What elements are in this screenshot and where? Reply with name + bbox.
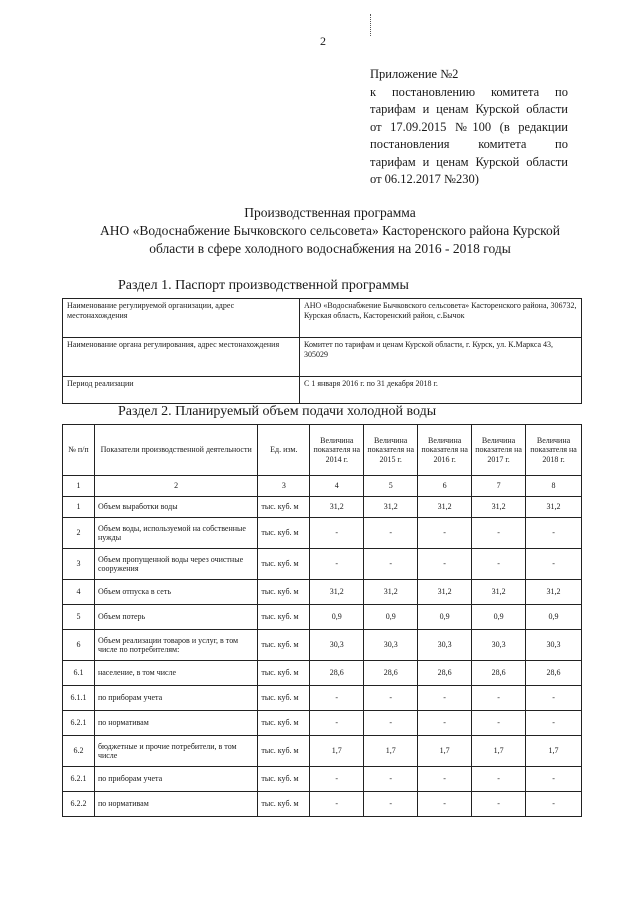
table-row <box>63 792 582 817</box>
row-unit: тыс. куб. м <box>258 605 310 630</box>
row-number: 3 <box>63 549 95 580</box>
passport-row <box>63 299 582 338</box>
row-value: - <box>418 686 472 711</box>
column-number: 2 <box>94 476 257 497</box>
row-value: 1,7 <box>310 736 364 767</box>
column-number-row <box>63 476 582 497</box>
row-value: 30,3 <box>310 630 364 661</box>
row-value: - <box>526 518 582 549</box>
row-value: - <box>310 711 364 736</box>
row-value: 31,2 <box>526 497 582 518</box>
section2-heading: Раздел 2. Планируемый объем подачи холодной воды <box>118 404 437 419</box>
row-value: - <box>472 792 526 817</box>
row-value: 31,2 <box>364 580 418 605</box>
row-value: - <box>472 686 526 711</box>
row-value: - <box>364 792 418 817</box>
row-value: - <box>310 549 364 580</box>
row-value: 0,9 <box>526 605 582 630</box>
row-indicator: бюджетные и прочие потребители, в том числе <box>94 736 257 767</box>
appendix-line: от 06.12.2017 №230) <box>370 172 479 186</box>
row-unit: тыс. куб. м <box>258 630 310 661</box>
row-value: - <box>472 711 526 736</box>
row-value: - <box>310 767 364 792</box>
row-number: 5 <box>63 605 95 630</box>
row-unit: тыс. куб. м <box>258 497 310 518</box>
row-value: 28,6 <box>526 661 582 686</box>
passport-key: Наименование органа регулирования, адрес местонахождения <box>63 338 300 377</box>
row-value: - <box>364 518 418 549</box>
row-number: 6.1 <box>63 661 95 686</box>
row-indicator: Объем отпуска в сеть <box>94 580 257 605</box>
appendix-line: тарифам и ценам Курской области <box>370 102 568 116</box>
table-row <box>63 686 582 711</box>
passport-table <box>62 298 582 404</box>
margin-scribble <box>370 14 381 36</box>
row-value: 31,2 <box>418 497 472 518</box>
column-number: 5 <box>364 476 418 497</box>
row-value: 0,9 <box>364 605 418 630</box>
row-value: - <box>526 792 582 817</box>
section1-heading: Раздел 1. Паспорт производственной программы <box>118 278 409 293</box>
row-value: - <box>418 767 472 792</box>
page-number: 2 <box>320 34 326 48</box>
table-row <box>63 736 582 767</box>
appendix-note <box>370 66 568 189</box>
row-number: 2 <box>63 518 95 549</box>
row-number: 4 <box>63 580 95 605</box>
row-indicator: Объем воды, используемой на собственные нужды <box>94 518 257 549</box>
header-2017: Величина показателя на 2017 г. <box>472 425 526 476</box>
column-number: 8 <box>526 476 582 497</box>
header-unit: Ед. изм. <box>258 425 310 476</box>
header-2016: Величина показателя на 2016 г. <box>418 425 472 476</box>
appendix-line: постановления комитета по <box>370 137 568 151</box>
row-value: 28,6 <box>364 661 418 686</box>
row-indicator: по приборам учета <box>94 686 257 711</box>
row-value: 31,2 <box>364 497 418 518</box>
passport-key: Наименование регулируемой организации, адрес местонахождения <box>63 299 300 338</box>
row-value: 1,7 <box>472 736 526 767</box>
row-number: 6.1.1 <box>63 686 95 711</box>
row-unit: тыс. куб. м <box>258 767 310 792</box>
header-row <box>63 425 582 476</box>
row-value: 30,3 <box>526 630 582 661</box>
appendix-line: тарифам и ценам Курской области <box>370 154 568 169</box>
row-value: 31,2 <box>526 580 582 605</box>
passport-row <box>63 377 582 404</box>
passport-key: Период реализации <box>63 377 300 404</box>
row-value: 30,3 <box>472 630 526 661</box>
row-indicator: Объем пропущенной воды через очистные сооружения <box>94 549 257 580</box>
passport-value: АНО «Водоснабжение Бычковского сельсовета» Касторенского района, 306732, Курская область, Касторенский район, с.Бычок <box>300 299 582 338</box>
table-row <box>63 661 582 686</box>
program-title-line: области в сфере холодного водоснабжения на 2016 - 2018 годы <box>149 241 511 256</box>
row-unit: тыс. куб. м <box>258 518 310 549</box>
row-indicator: по нормативам <box>94 711 257 736</box>
table-row <box>63 497 582 518</box>
row-value: 30,3 <box>364 630 418 661</box>
row-value: 28,6 <box>310 661 364 686</box>
row-number: 1 <box>63 497 95 518</box>
row-value: - <box>526 549 582 580</box>
row-value: 1,7 <box>526 736 582 767</box>
row-value: - <box>472 518 526 549</box>
volume-table <box>62 424 582 817</box>
column-number: 1 <box>63 476 95 497</box>
row-value: 0,9 <box>418 605 472 630</box>
row-unit: тыс. куб. м <box>258 549 310 580</box>
row-value: 0,9 <box>310 605 364 630</box>
row-value: - <box>526 711 582 736</box>
row-number: 6.2.2 <box>63 792 95 817</box>
header-num: № п/п <box>63 425 95 476</box>
row-indicator: Объем выработки воды <box>94 497 257 518</box>
row-value: - <box>364 767 418 792</box>
row-indicator: по нормативам <box>94 792 257 817</box>
program-title-line: Производственная программа <box>244 205 416 220</box>
row-value: 31,2 <box>310 580 364 605</box>
row-value: 1,7 <box>364 736 418 767</box>
row-value: - <box>364 711 418 736</box>
program-title-line: АНО «Водоснабжение Бычковского сельсовета» Касторенского района Курской <box>100 223 560 238</box>
row-value: - <box>364 549 418 580</box>
header-name: Показатели производственной деятельности <box>94 425 257 476</box>
row-unit: тыс. куб. м <box>258 736 310 767</box>
row-value: - <box>472 767 526 792</box>
row-indicator: Объем реализации товаров и услуг, в том числе по потребителям: <box>94 630 257 661</box>
row-value: - <box>310 518 364 549</box>
row-value: 0,9 <box>472 605 526 630</box>
row-value: - <box>364 686 418 711</box>
row-number: 6.2 <box>63 736 95 767</box>
row-number: 6 <box>63 630 95 661</box>
row-value: 1,7 <box>418 736 472 767</box>
row-value: 31,2 <box>418 580 472 605</box>
row-unit: тыс. куб. м <box>258 580 310 605</box>
row-value: - <box>310 686 364 711</box>
header-2014: Величина показателя на 2014 г. <box>310 425 364 476</box>
row-indicator: Объем потерь <box>94 605 257 630</box>
passport-value: Комитет по тарифам и ценам Курской области, г. Курск, ул. К.Маркса 43, 305029 <box>300 338 582 377</box>
header-2018: Величина показателя на 2018 г. <box>526 425 582 476</box>
table-row <box>63 518 582 549</box>
row-indicator: по приборам учета <box>94 767 257 792</box>
header-2015: Величина показателя на 2015 г. <box>364 425 418 476</box>
column-number: 3 <box>258 476 310 497</box>
column-number: 6 <box>418 476 472 497</box>
row-unit: тыс. куб. м <box>258 711 310 736</box>
row-value: - <box>526 686 582 711</box>
row-value: - <box>526 767 582 792</box>
row-unit: тыс. куб. м <box>258 661 310 686</box>
row-indicator: население, в том числе <box>94 661 257 686</box>
row-unit: тыс. куб. м <box>258 792 310 817</box>
row-value: 28,6 <box>418 661 472 686</box>
row-value: - <box>472 549 526 580</box>
row-value: 31,2 <box>472 580 526 605</box>
appendix-line: от 17.09.2015 №100 (в редакции <box>370 119 568 134</box>
row-value: 30,3 <box>418 630 472 661</box>
appendix-line: Приложение №2 <box>370 67 459 81</box>
passport-value: С 1 января 2016 г. по 31 декабря 2018 г. <box>300 377 582 404</box>
table-row <box>63 767 582 792</box>
column-number: 7 <box>472 476 526 497</box>
row-number: 6.2.1 <box>63 711 95 736</box>
row-value: - <box>418 549 472 580</box>
row-value: - <box>418 518 472 549</box>
row-unit: тыс. куб. м <box>258 686 310 711</box>
row-value: 28,6 <box>472 661 526 686</box>
program-title <box>60 204 600 258</box>
appendix-line: к постановлению комитета по <box>370 84 568 99</box>
row-value: 31,2 <box>310 497 364 518</box>
row-value: 31,2 <box>472 497 526 518</box>
table-row <box>63 711 582 736</box>
table-row <box>63 605 582 630</box>
row-value: - <box>418 792 472 817</box>
column-number: 4 <box>310 476 364 497</box>
table-row <box>63 630 582 661</box>
row-value: - <box>418 711 472 736</box>
table-row <box>63 580 582 605</box>
table-row <box>63 549 582 580</box>
passport-row <box>63 338 582 377</box>
row-value: - <box>310 792 364 817</box>
row-number: 6.2.1 <box>63 767 95 792</box>
